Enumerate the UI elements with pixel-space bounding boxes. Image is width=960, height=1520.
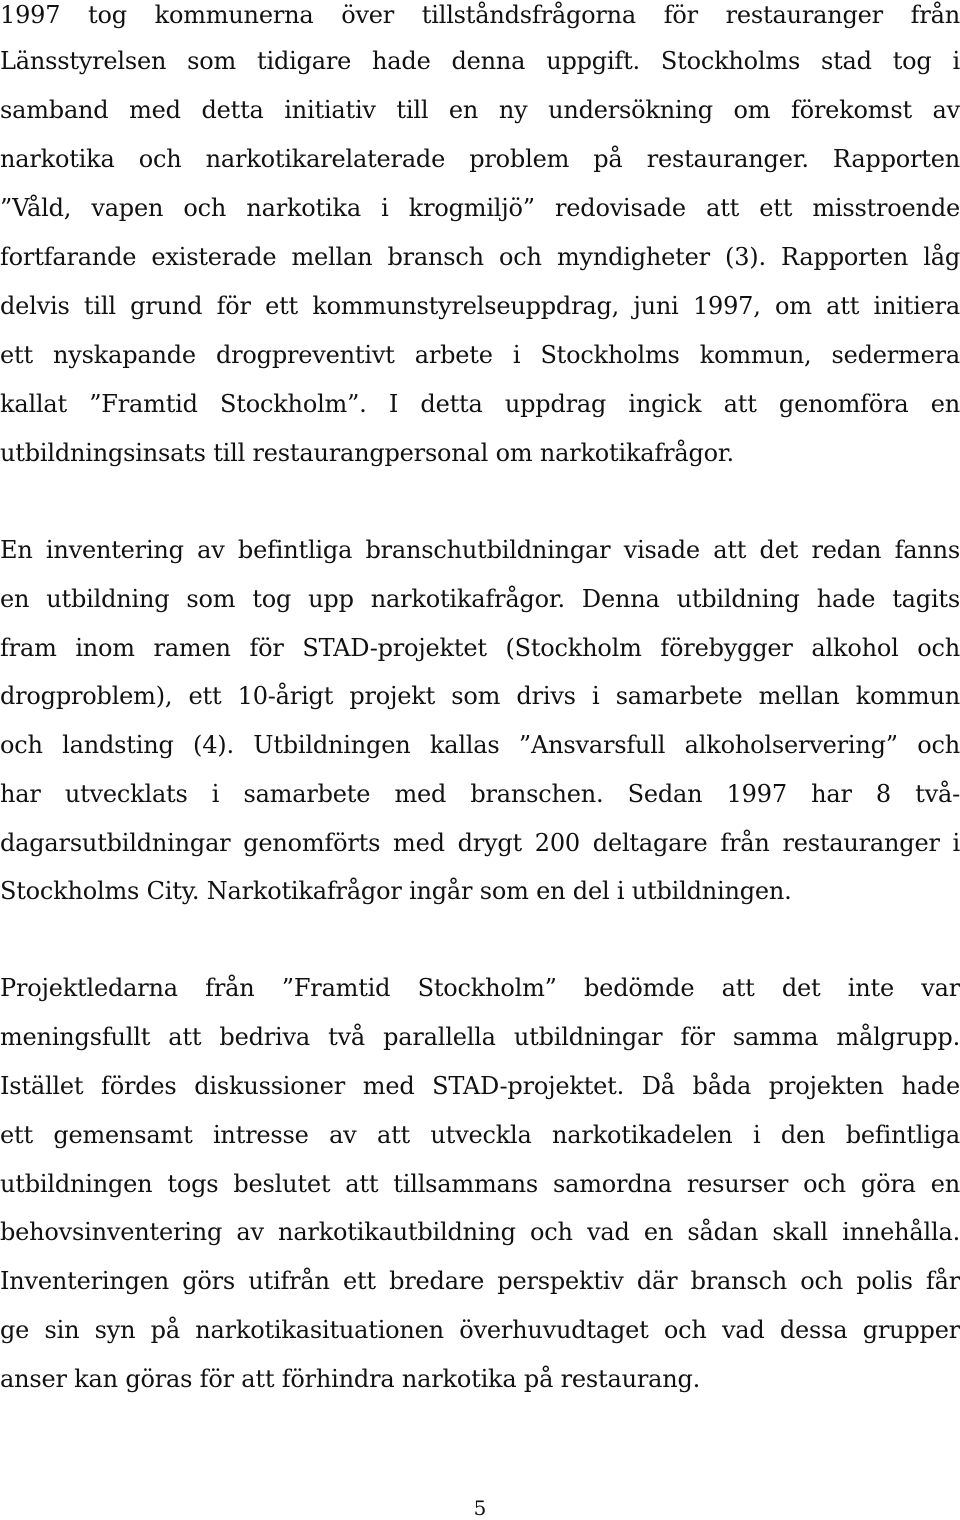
text-line: ett gemensamt intresse av att utveckla narkotikadelen i den befintliga (0, 1121, 960, 1149)
text-line: fram inom ramen för STAD-projektet (Stockholm förebygger alkohol och (0, 634, 960, 662)
text-line: Projektledarna från ”Framtid Stockholm” bedömde att det inte var (0, 974, 960, 1002)
text-line: 1997 tog kommunerna över tillståndsfrågorna för restauranger från (0, 1, 960, 29)
text-line: har utvecklats i samarbete med branschen. Sedan 1997 har 8 två- (0, 780, 960, 808)
text-line: en utbildning som tog upp narkotikafrågor. Denna utbildning hade tagits (0, 585, 960, 613)
text-line: kallat ”Framtid Stockholm”. I detta uppdrag ingick att genomföra en (0, 390, 960, 418)
text-line: drogproblem), ett 10-årigt projekt som drivs i samarbete mellan kommun (0, 682, 960, 710)
text-line: ett nyskapande drogpreventivt arbete i Stockholms kommun, sedermera (0, 341, 960, 369)
text-line: Stockholms City. Narkotikafrågor ingår som en del i utbildningen. (0, 877, 792, 905)
text-line: narkotika och narkotikarelaterade problem på restauranger. Rapporten (0, 145, 960, 173)
text-line: Istället fördes diskussioner med STAD-projektet. Då båda projekten hade (0, 1072, 960, 1100)
text-line: En inventering av befintliga branschutbildningar visade att det redan fanns (0, 536, 960, 564)
text-line: ge sin syn på narkotikasituationen överhuvudtaget och vad dessa grupper (0, 1316, 960, 1344)
text-line: utbildningen togs beslutet att tillsammans samordna resurser och göra en (0, 1170, 960, 1198)
text-line: delvis till grund för ett kommunstyrelseuppdrag, juni 1997, om att initiera (0, 292, 960, 320)
text-line: behovsinventering av narkotikautbildning och vad en sådan skall innehålla. (0, 1218, 960, 1246)
page-number: 5 (473, 1496, 487, 1520)
text-line: utbildningsinsats till restaurangpersonal om narkotikafrågor. (0, 439, 734, 467)
text-line: fortfarande existerade mellan bransch och myndigheter (3). Rapporten låg (0, 243, 960, 271)
text-line: Länsstyrelsen som tidigare hade denna uppgift. Stockholms stad tog i (0, 47, 960, 75)
text-line: meningsfullt att bedriva två parallella utbildningar för samma målgrupp. (0, 1023, 960, 1051)
text-line: och landsting (4). Utbildningen kallas ”Ansvarsfull alkoholservering” och (0, 731, 960, 759)
text-line: dagarsutbildningar genomförts med drygt 200 deltagare från restauranger i (0, 829, 960, 857)
text-line: samband med detta initiativ till en ny undersökning om förekomst av (0, 96, 960, 124)
text-line: anser kan göras för att förhindra narkotika på restaurang. (0, 1365, 701, 1393)
text-line: Inventeringen görs utifrån ett bredare perspektiv där bransch och polis får (0, 1267, 960, 1295)
text-line: ”Våld, vapen och narkotika i krogmiljö” redovisade att ett misstroende (0, 194, 960, 222)
